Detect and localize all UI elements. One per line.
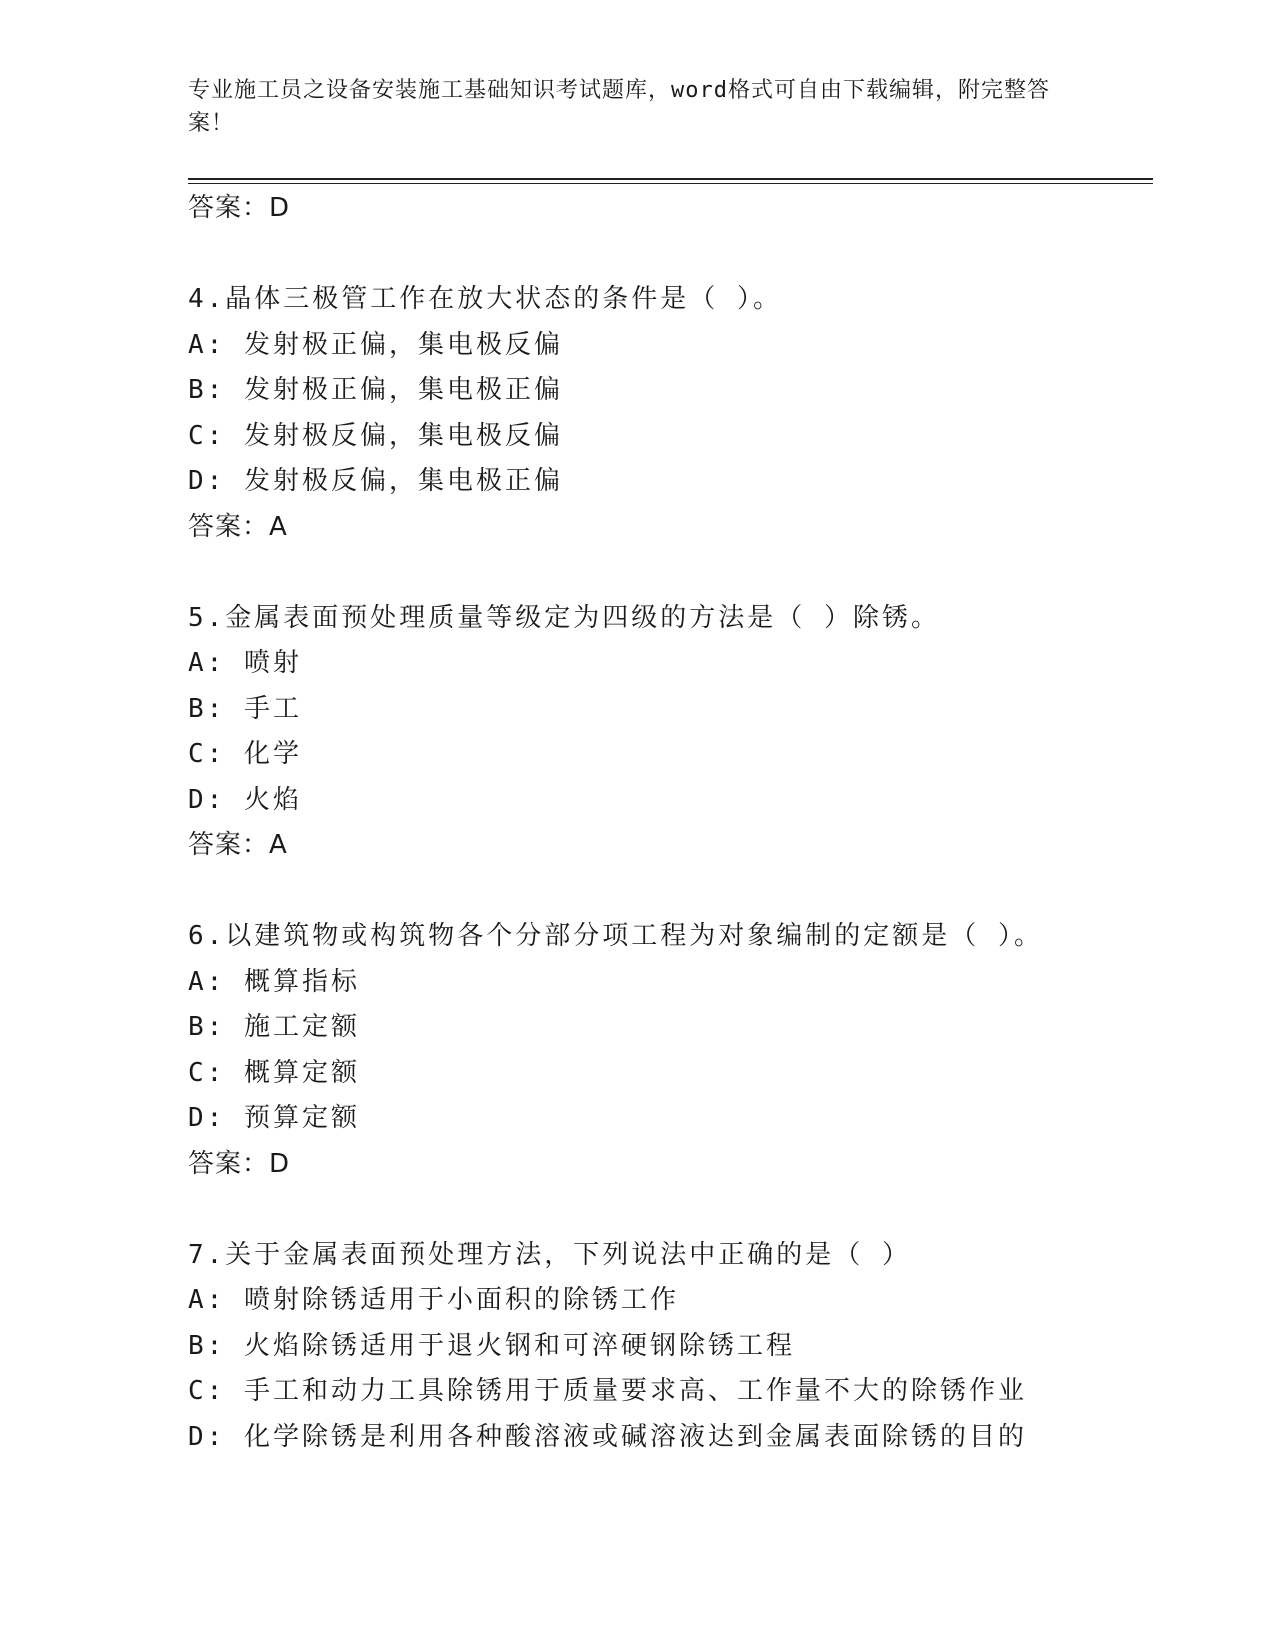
header-divider-thick [188,178,1153,180]
question-block [188,1233,1148,1461]
option-c: C: 化学 [188,739,302,769]
question-stem: 5.金属表面预处理质量等级定为四级的方法是（ ）除锈。 [188,602,940,633]
option-a: A: 发射极正偏，集电极反偏 [188,329,563,360]
spacer [188,550,1148,596]
question-stem: 6.以建筑物或构筑物各个分部分项工程为对象编制的定额是（ ）。 [188,921,1043,951]
option-b: B: 发射极正偏，集电极正偏 [188,375,563,405]
header-text: 专业施工员之设备安装施工基础知识考试题库，word格式可自由下载编辑，附完整答案！ [188,78,1050,136]
question-stem: 7.关于金属表面预处理方法，下列说法中正确的是（ ） [188,1239,911,1270]
option-a: A: 概算指标 [188,966,360,997]
option-b: B: 手工 [188,693,302,724]
answer-line: 答案：D [188,193,291,223]
answer-line: 答案：A [188,830,288,860]
document-header [188,74,1068,140]
option-a: A: 喷射 [188,648,302,678]
answer-line: 答案：A [188,511,288,542]
spacer [188,869,1148,915]
option-b: B: 火焰除锈适用于退火钢和可淬硬钢除锈工程 [188,1330,795,1361]
option-d: D: 化学除锈是利用各种酸溶液或碱溶液达到金属表面除锈的目的 [188,1421,1027,1452]
question-block [188,277,1148,550]
option-c: C: 发射极反偏，集电极反偏 [188,420,563,451]
answer-line: 答案：D [188,1148,291,1179]
question-list [188,186,1148,1460]
spacer [188,1187,1148,1233]
option-c: C: 手工和动力工具除锈用于质量要求高、工作量不大的除锈作业 [188,1376,1027,1406]
option-d: D: 发射极反偏，集电极正偏 [188,466,563,496]
question-stem: 4.晶体三极管工作在放大状态的条件是（ ）。 [188,284,782,314]
option-c: C: 概算定额 [188,1057,360,1088]
option-d: D: 火焰 [188,784,302,815]
question-block [188,914,1148,1187]
header-divider-thin [188,183,1153,184]
spacer [188,232,1148,278]
option-d: D: 预算定额 [188,1103,360,1133]
option-a: A: 喷射除锈适用于小面积的除锈工作 [188,1285,679,1315]
question-block [188,596,1148,869]
option-b: B: 施工定额 [188,1012,360,1042]
